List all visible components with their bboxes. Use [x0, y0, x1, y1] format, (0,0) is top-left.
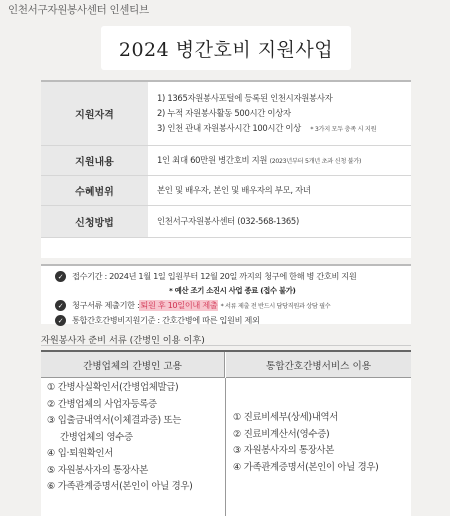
- check-circle-icon: ✓: [55, 315, 66, 326]
- list-item: ③ 자원봉사자의 통장사본: [233, 445, 335, 456]
- list-item: ② 간병업체의 사업자등록증: [47, 398, 157, 410]
- title-box: [101, 26, 351, 70]
- info-value: [148, 146, 411, 175]
- notice-exclusion: [55, 315, 260, 326]
- content-note: (2023년부터 5개년 초과 신청 불가): [269, 157, 362, 165]
- info-head: 지원내용: [41, 146, 148, 175]
- notice-box: [41, 264, 411, 324]
- eligibility-text: 3) 인천 관내 자원봉사시간 100시간 이상: [157, 122, 301, 133]
- info-head: 수혜범위: [41, 176, 148, 205]
- list-item: ④ 입·퇴원확인서: [47, 448, 114, 459]
- method-text: 인천서구자원봉사센터 (032-568-1365): [157, 216, 299, 226]
- documents-table: [41, 350, 411, 516]
- eligibility-line: [157, 121, 411, 137]
- info-head: 신청방법: [41, 206, 148, 237]
- info-row-method: [41, 206, 411, 238]
- info-value: [148, 176, 411, 205]
- list-item: 간병업체의 영수증: [60, 431, 133, 443]
- list-item: ④ 가족관계증명서(본인이 아닐 경우): [233, 461, 379, 473]
- deadline-prefix: 청구서류 제출기한 :: [72, 300, 140, 310]
- list-item: ③ 입출금내역서(이체결과증) 또는: [47, 415, 182, 426]
- column-head-integrated: 통합간호간병서비스 이용: [226, 352, 411, 378]
- eligibility-line: 2) 누적 자원봉사활동 500시간 이상자: [157, 107, 291, 118]
- eligibility-line: 1) 1365자원봉사포털에 등록된 인천시자원봉사자: [157, 92, 333, 103]
- eligibility-table: [41, 80, 411, 258]
- info-row-content: [41, 146, 411, 176]
- info-row-eligibility: [41, 82, 411, 146]
- info-head: 지원자격: [41, 82, 148, 145]
- deadline-note: * 서류 제출 전 반드시 담당직원과 상담 필수: [220, 303, 331, 310]
- content-text: 1인 최대 60만원 병간호비 지원: [157, 154, 268, 165]
- period-text: 접수기간 : 2024년 1월 1일 입원부터 12월 20일 까지의 청구에 한해 병 간호비 지원: [72, 271, 357, 281]
- column-divider: [225, 378, 226, 516]
- list-item: ① 간병사실확인서(간병업체발급): [47, 382, 179, 393]
- scope-text: 본인 및 배우자, 본인 및 배우자의 부모, 자녀: [157, 185, 311, 195]
- integrated-doc-list: [233, 410, 378, 476]
- caregiver-doc-list: [47, 380, 192, 496]
- exclusion-text: 통합간호간병비지원기준 : 간호간병에 따른 입원비 제외: [72, 315, 260, 325]
- info-value: [148, 82, 411, 145]
- period-note: * 예산 조기 소진시 사업 종료 (접수 불가): [169, 286, 296, 295]
- column-head-caregiver: 간병업체의 간병인 고용: [41, 352, 225, 378]
- check-circle-icon: ✓: [55, 271, 66, 282]
- eligibility-note: * 3가지 모두 충족 시 지원: [310, 125, 377, 133]
- list-item: ⑤ 자원봉사자의 통장사본: [47, 464, 149, 476]
- notice-deadline: [55, 300, 330, 311]
- info-row-scope: [41, 176, 411, 206]
- docs-section-label: 자원봉사자 준비 서류 (간병인 이용 이후): [41, 335, 205, 346]
- section-divider: [41, 345, 411, 346]
- page-title: 2024 병간호비 지원사업: [118, 38, 334, 61]
- deadline-highlight: 퇴원 후 10일이내 제출: [140, 300, 218, 310]
- info-value: [148, 206, 411, 237]
- notice-period: [55, 271, 356, 282]
- list-item: ⑥ 가족관계증명서(본인이 아닐 경우): [47, 481, 193, 492]
- header-label: 인천서구자원봉사센터 인센티브: [8, 4, 149, 16]
- content-line: [157, 153, 411, 169]
- list-item: ② 진료비계산서(영수증): [233, 428, 330, 440]
- list-item: ① 진료비세부(상세)내역서: [233, 412, 339, 423]
- check-circle-icon: ✓: [55, 300, 66, 311]
